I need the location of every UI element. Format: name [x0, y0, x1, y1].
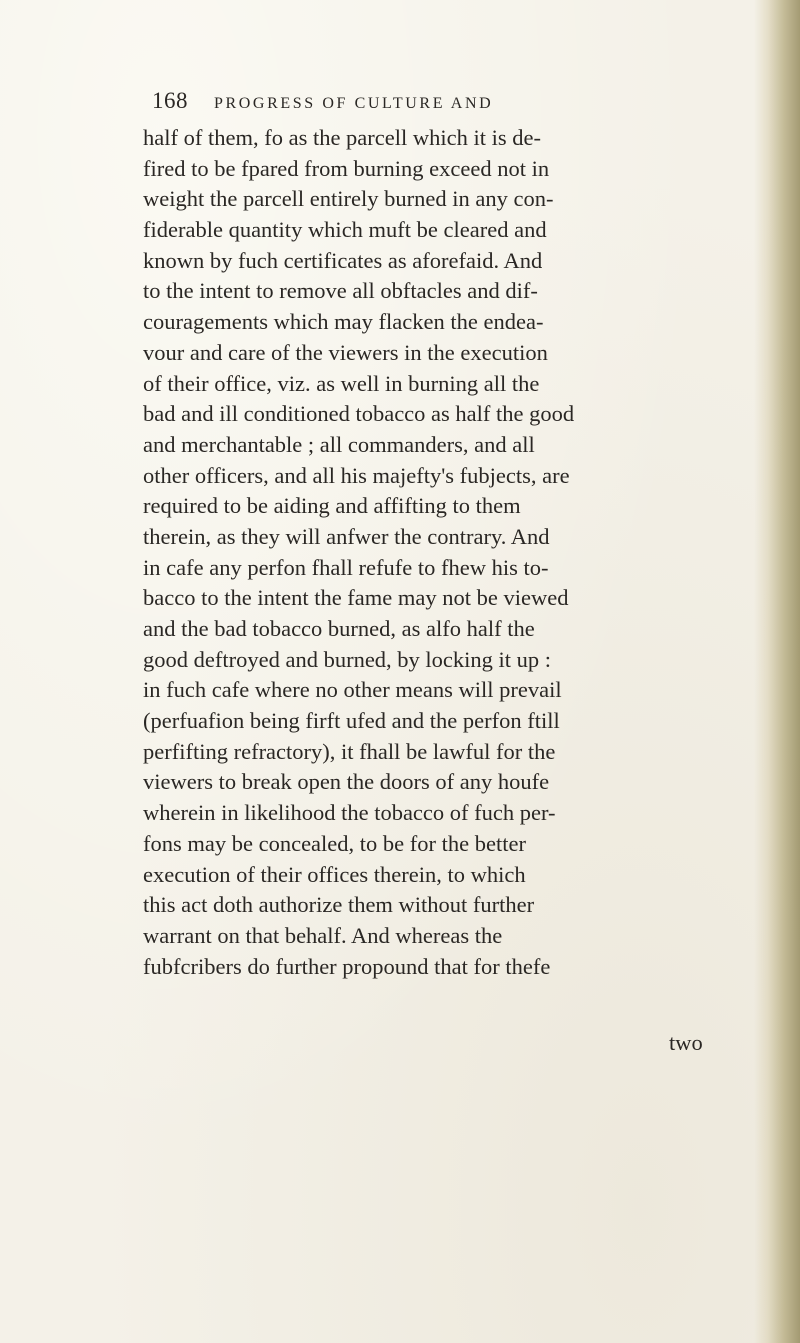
text-line: fiderable quantity which muft be cleared and: [143, 217, 547, 243]
text-line: vour and care of the viewers in the execution: [143, 339, 548, 365]
catchword: two: [669, 1030, 703, 1055]
text-line: known by fuch certificates as aforefaid. And: [143, 247, 543, 273]
text-line: other officers, and all his majefty's fubjects, are: [143, 462, 570, 488]
text-line: in cafe any perfon fhall refufe to fhew his to-: [143, 554, 549, 580]
text-line: half of them, fo as the parcell which it is de-: [143, 125, 541, 150]
text-line: perfifting refractory), it fhall be lawful for the: [143, 738, 556, 764]
text-line: bad and ill conditioned tobacco as half the good: [143, 401, 575, 427]
text-line: execution of their offices therein, to which: [143, 861, 526, 887]
text-line: to the intent to remove all obftacles and dif-: [143, 278, 538, 304]
text-line: and merchantable ; all commanders, and all: [143, 431, 535, 457]
text-line: viewers to break open the doors of any houfe: [143, 769, 550, 795]
text-line: couragements which may flacken the endea-: [143, 309, 544, 335]
running-title: PROGRESS OF CULTURE AND: [214, 95, 494, 112]
text-line: good deftroyed and burned, by locking it up :: [143, 646, 552, 672]
text-line: this act doth authorize them without further: [143, 892, 535, 918]
text-line: fons may be concealed, to be for the better: [143, 830, 526, 856]
text-line: of their office, viz. as well in burning all the: [143, 370, 540, 396]
text-line: fired to be fpared from burning exceed not in: [143, 155, 550, 181]
text-line: required to be aiding and affifting to them: [143, 493, 521, 519]
text-line: and the bad tobacco burned, as alfo half the: [143, 616, 535, 641]
page-number: 168: [152, 88, 188, 113]
body-text: [143, 123, 743, 982]
text-line: in fuch cafe where no other means will prevail: [143, 677, 562, 703]
page-edge-shadow: [754, 0, 800, 1343]
text-line: therein, as they will anfwer the contrary. And: [143, 523, 550, 549]
text-line: warrant on that behalf. And whereas the: [143, 922, 503, 948]
text-line: wherein in likelihood the tobacco of fuch per-: [143, 800, 556, 826]
text-line: bacco to the intent the fame may not be viewed: [143, 585, 569, 611]
running-head: [152, 88, 672, 118]
text-line: (perfuafion being firft ufed and the perfon ftill: [143, 708, 560, 734]
text-line: weight the parcell entirely burned in any con-: [143, 186, 554, 212]
text-line: fubfcribers do further propound that for thefe: [143, 953, 551, 979]
